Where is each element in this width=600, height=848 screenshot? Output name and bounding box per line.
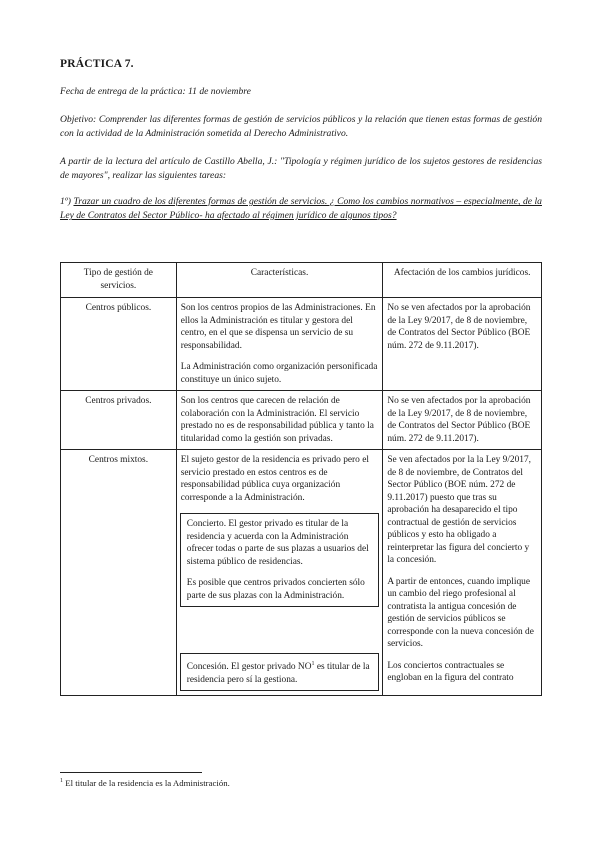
paragraph: Es posible que centros privados concierten sólo parte de sus plazas con la Administración. <box>186 578 365 601</box>
row-type: Centros privados. <box>61 391 177 450</box>
header-type: Tipo de gestión de servicios. <box>61 263 177 298</box>
footnote-mark: 1 <box>60 778 63 785</box>
row-characteristics <box>176 391 383 450</box>
footnote-divider <box>60 772 202 773</box>
header-effects: Afectación de los cambios jurídicos. <box>383 263 542 298</box>
concesion-text: es titular de la residencia pero sí la gestiona. <box>186 662 370 685</box>
header-characteristics: Características. <box>176 263 383 298</box>
table-header-row <box>61 263 542 298</box>
table-row <box>61 450 542 696</box>
paragraph: Se ven afectados por la la Ley 9/2017, de 8 de noviembre, de Contratos del Sector Público (BOE núm. 272 de 9.11.2017) puesto que tras su aprobación ha desaparecido el tipo contractual de gestión de servicios públicos y esto ha obligado a reinterpretar las figura del concierto y la concesión. <box>387 455 532 565</box>
paragraph: El sujeto gestor de la residencia es privado pero el servicio prestado en estos centros es de responsabilidad pública cuya organización corresponde a la Administración. <box>180 455 369 503</box>
table-row <box>61 298 542 391</box>
paragraph: Son los centros que carecen de relación de colaboración con la Administración. El servicio prestado no es de responsabilidad pública y tanto la titularidad como la gestión son privadas. <box>180 396 374 444</box>
row-type: Centros públicos. <box>61 298 177 391</box>
row-effects <box>383 450 542 696</box>
due-date: Fecha de entrega de la práctica: 11 de noviembre <box>60 86 251 97</box>
row-characteristics <box>176 298 383 391</box>
footnote-text: El titular de la residencia es la Administración. <box>63 778 230 788</box>
row-effects <box>383 391 542 450</box>
page-title: PRÁCTICA 7. <box>60 58 134 70</box>
footnote <box>60 778 230 788</box>
objective: Objetivo: Comprender las diferentes formas de gestión de servicios públicos y la relación que tienen estas formas de gestión con la actividad de la Administración sometida al Derecho Administrativo. <box>60 114 542 139</box>
paragraph: No se ven afectados por la aprobación de la Ley 9/2017, de 8 de noviembre, de Contratos del Sector Público (BOE núm. 272 de 9.11.2017). <box>387 303 531 351</box>
paragraph: A partir de entonces, cuando implique un cambio del riego profesional al contratista la antigua concesión de gestión de servicios públicos se corresponde con la nueva concesión de servicios. <box>387 576 534 649</box>
task-number: 1º) <box>60 196 71 207</box>
concesion-box <box>180 653 380 691</box>
row-characteristics <box>176 450 383 696</box>
paragraph: Concierto. El gestor privado es titular de la residencia y acuerda con la Administración ofrecer todas o parte de sus plazas a usuarios del sistema público de residencias. <box>186 519 369 567</box>
footnote-ref: 1 <box>311 661 315 667</box>
paragraph: No se ven afectados por la aprobación de la Ley 9/2017, de 8 de noviembre, de Contratos del Sector Público (BOE núm. 272 de 9.11.2017). <box>387 396 531 444</box>
concesion-text: Concesión. El gestor privado NO <box>186 662 312 673</box>
management-types-table <box>60 262 542 696</box>
paragraph <box>187 658 373 686</box>
task-text: Trazar un cuadro de los diferentes formas de gestión de servicios. ¿ Como los cambios normativos – especialmente, de la Ley de Contratos del Sector Público- ha afectado al régimen jurídico de algunos tipos? <box>60 196 542 221</box>
table-row <box>61 391 542 450</box>
row-effects <box>383 298 542 391</box>
task-1 <box>60 195 542 223</box>
paragraph: Los conciertos contractuales se engloban en la figura del contrato <box>387 660 514 683</box>
intro: A partir de la lectura del artículo de Castillo Abella, J.: "Tipología y régimen jurídico de los sujetos gestores de residencias de mayores", realizar las siguientes tareas: <box>60 156 542 181</box>
row-type: Centros mixtos. <box>61 450 177 696</box>
concierto-box <box>180 513 380 607</box>
paragraph: La Administración como organización personificada constituye un único sujeto. <box>180 362 378 385</box>
paragraph: Son los centros propios de las Administraciones. En ellos la Administración es titular y gestora del centro, en el que se dispensa un servicio de su responsabilidad. <box>180 303 376 351</box>
